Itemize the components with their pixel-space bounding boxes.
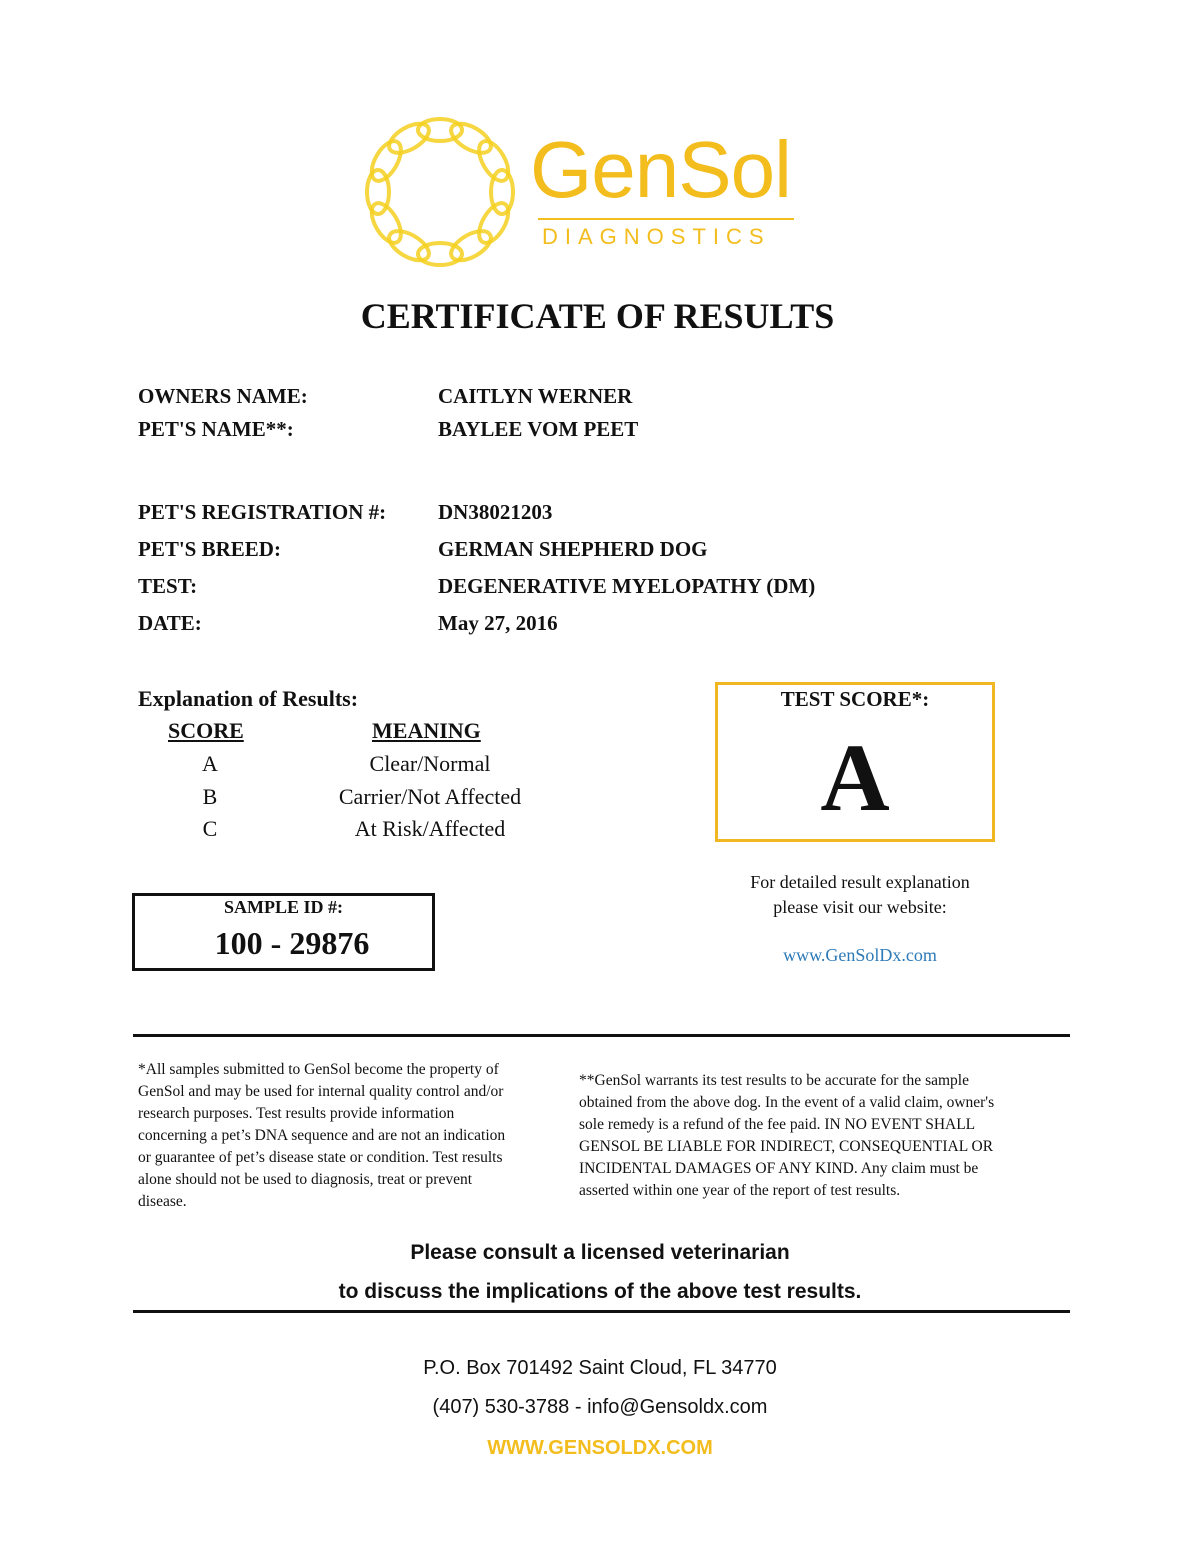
detail-text-line2: please visit our website: xyxy=(773,897,947,917)
breed-value: GERMAN SHEPHERD DOG xyxy=(438,537,708,561)
detail-text-line1: For detailed result explanation xyxy=(750,872,970,892)
test-score-label: TEST SCORE*: xyxy=(780,687,930,711)
bottom-divider xyxy=(133,1310,1070,1313)
gensol-dna-ring-logo xyxy=(352,104,528,280)
registration-label: PET'S REGISTRATION #: xyxy=(138,500,387,524)
consult-line2: to discuss the implications of the above test results. xyxy=(338,1280,862,1303)
date-value: May 27, 2016 xyxy=(438,611,558,635)
owner-name-value: CAITLYN WERNER xyxy=(438,384,633,408)
consult-line1: Please consult a licensed veterinarian xyxy=(410,1241,790,1264)
logo-tagline: DIAGNOSTICS xyxy=(542,224,771,249)
disclaimer-line: obtained from the above dog. In the event of a valid claim, owner's xyxy=(579,1094,995,1111)
score-cell: C xyxy=(202,816,218,841)
footer-contact[interactable]: (407) 530-3788 - info@Gensoldx.com xyxy=(432,1396,768,1418)
breed-label: PET'S BREED: xyxy=(138,537,281,561)
owner-name-label: OWNERS NAME: xyxy=(138,384,308,408)
certificate-title: CERTIFICATE OF RESULTS xyxy=(360,296,835,336)
disclaimer-line: asserted within one year of the report of test results. xyxy=(579,1182,901,1199)
footer-address: P.O. Box 701492 Saint Cloud, FL 34770 xyxy=(423,1357,777,1379)
disclaimer-line: alone should not be used to diagnosis, treat or prevent xyxy=(138,1171,473,1188)
meaning-cell: Carrier/Not Affected xyxy=(338,784,522,809)
footer-website[interactable]: WWW.GENSOLDX.COM xyxy=(487,1437,713,1459)
logo-wordmark: GenSol xyxy=(530,125,791,214)
disclaimer-line: **GenSol warrants its test results to be accurate for the sample xyxy=(579,1072,969,1089)
sample-id-value: 100 - 29876 xyxy=(214,925,370,961)
pet-name-value: BAYLEE VOM PEET xyxy=(438,417,639,441)
logo-underline xyxy=(538,218,794,220)
meaning-cell: At Risk/Affected xyxy=(354,816,506,841)
disclaimer-right xyxy=(579,1070,1079,1202)
pet-name-label: PET'S NAME**: xyxy=(138,417,294,441)
registration-value: DN38021203 xyxy=(438,500,553,524)
disclaimer-line: *All samples submitted to GenSol become the property of xyxy=(138,1061,499,1078)
disclaimer-line: sole remedy is a refund of the fee paid. IN NO EVENT SHALL xyxy=(579,1116,976,1133)
disclaimer-left xyxy=(138,1059,578,1213)
disclaimer-line: GENSOL BE LIABLE FOR INDIRECT, CONSEQUENTIAL OR xyxy=(579,1138,994,1155)
test-value: DEGENERATIVE MYELOPATHY (DM) xyxy=(438,574,816,598)
top-divider xyxy=(133,1034,1070,1037)
disclaimer-line: GenSol and may be used for internal quality control and/or xyxy=(138,1083,504,1100)
score-cell: A xyxy=(202,751,218,776)
sample-id-label: SAMPLE ID #: xyxy=(223,897,343,917)
test-label: TEST: xyxy=(138,574,198,598)
score-cell: B xyxy=(202,784,218,809)
disclaimer-line: concerning a pet’s DNA sequence and are not an indication xyxy=(138,1127,506,1144)
test-score-value: A xyxy=(820,724,890,831)
explanation-title: Explanation of Results: xyxy=(138,686,359,711)
date-label: DATE: xyxy=(138,611,202,635)
disclaimer-line: INCIDENTAL DAMAGES OF ANY KIND. Any claim must be xyxy=(579,1160,979,1177)
disclaimer-line: disease. xyxy=(138,1193,187,1210)
disclaimer-line: research purposes. Test results provide information xyxy=(138,1105,455,1122)
website-link[interactable]: www.GenSolDx.com xyxy=(783,945,937,965)
disclaimer-line: or guarantee of pet’s disease state or condition. Test results xyxy=(138,1149,503,1166)
meaning-column-header: MEANING xyxy=(372,718,481,743)
meaning-cell: Clear/Normal xyxy=(369,751,491,776)
score-column-header: SCORE xyxy=(168,718,244,743)
